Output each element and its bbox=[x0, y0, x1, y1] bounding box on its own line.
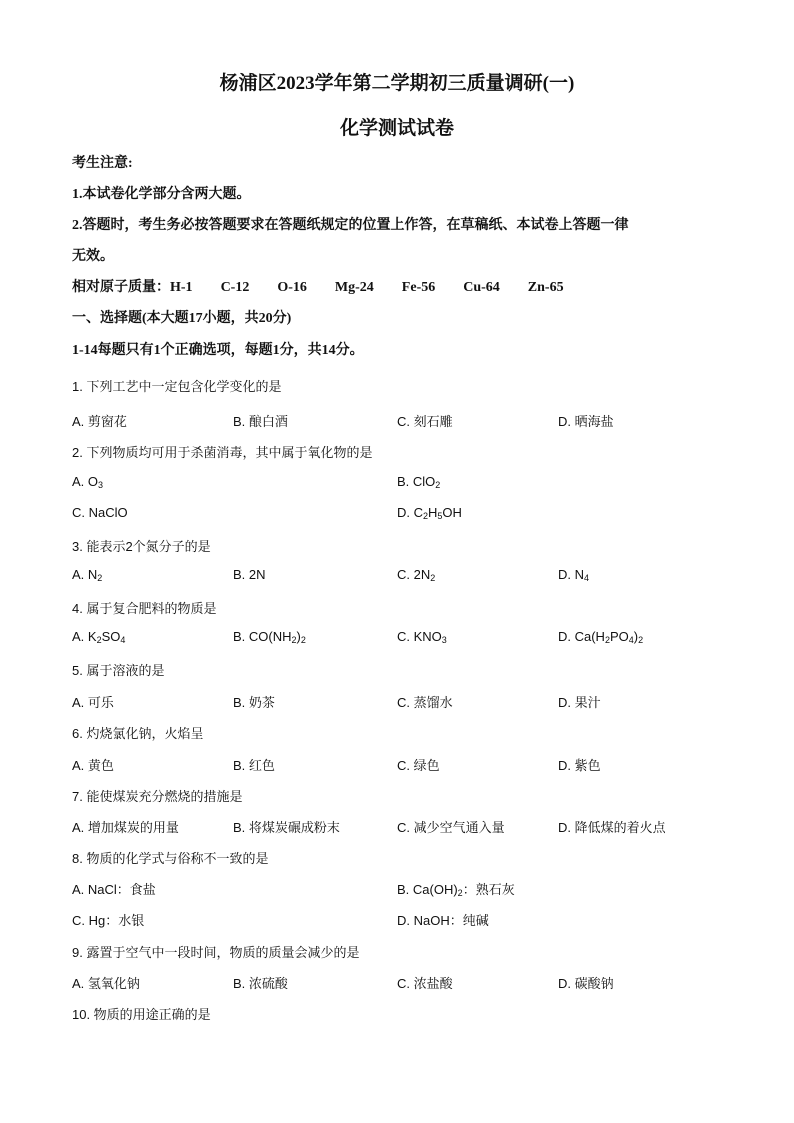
q5-option-a: A. 可乐 bbox=[72, 695, 114, 710]
question-2: 2. 下列物质均可用于杀菌消毒，其中属于氧化物的是 bbox=[72, 445, 373, 460]
section-1-instructions: 1-14每题只有1个正确选项，每题1分，共14分。 bbox=[72, 343, 364, 358]
q7-option-d: D. 降低煤的着火点 bbox=[558, 820, 666, 835]
q5-option-c: C. 蒸馏水 bbox=[397, 695, 453, 710]
q6-option-d: D. 紫色 bbox=[558, 758, 601, 773]
mass-cu: Cu-64 bbox=[463, 280, 500, 295]
q8-option-d: D. NaOH：纯碱 bbox=[397, 913, 489, 928]
q3-option-c: C. $2N_2$ bbox=[397, 567, 436, 583]
question-3: 3. 能表示2个氮分子的是 bbox=[72, 539, 211, 554]
notice-item-2-cont: 无效。 bbox=[72, 249, 114, 264]
q8-option-b: B. $Ca(OH)_2$：熟石灰 bbox=[397, 882, 515, 898]
mass-c: C-12 bbox=[220, 280, 250, 295]
q9-option-c: C. 浓盐酸 bbox=[397, 976, 453, 991]
q1-option-d: D. 晒海盐 bbox=[558, 414, 614, 429]
q8-option-c: C. Hg：水银 bbox=[72, 913, 145, 928]
q3-option-a: A. $N_2$ bbox=[72, 567, 103, 583]
question-10: 10. 物质的用途正确的是 bbox=[72, 1007, 211, 1022]
question-6: 6. 灼烧氯化钠，火焰呈 bbox=[72, 726, 204, 741]
q1-option-c: C. 刻石雕 bbox=[397, 414, 453, 429]
question-1: 1. 下列工艺中一定包含化学变化的是 bbox=[72, 379, 282, 394]
q4-option-b: B. $CO(NH_2)_2$ bbox=[233, 629, 306, 645]
q4-option-c: C. $KNO_3$ bbox=[397, 629, 447, 645]
q9-option-d: D. 碳酸钠 bbox=[558, 976, 614, 991]
q1-option-b: B. 酿白酒 bbox=[233, 414, 288, 429]
q8-option-a: A. NaCl：食盐 bbox=[72, 882, 156, 897]
q4-option-a: A. $K_2SO_4$ bbox=[72, 629, 126, 645]
q7-option-c: C. 减少空气通入量 bbox=[397, 820, 505, 835]
question-9: 9. 露置于空气中一段时间，物质的质量会减少的是 bbox=[72, 945, 360, 960]
q4-option-d: D. $Ca(H_2PO_4)_2$ bbox=[558, 629, 644, 645]
page-title: 杨浦区2023学年第二学期初三质量调研(一) bbox=[219, 73, 575, 94]
atomic-masses bbox=[72, 276, 592, 296]
section-1-heading: 一、选择题(本大题17小题，共20分) bbox=[72, 311, 292, 326]
q2-option-a: A. $O_3$ bbox=[72, 474, 104, 490]
mass-h: H-1 bbox=[170, 280, 193, 295]
q6-option-a: A. 黄色 bbox=[72, 758, 114, 773]
q5-option-d: D. 果汁 bbox=[558, 695, 601, 710]
q5-option-b: B. 奶茶 bbox=[233, 695, 275, 710]
notice-item-2: 2.答题时，考生务必按答题要求在答题纸规定的位置上作答，在草稿纸、本试卷上答题一律 bbox=[72, 218, 629, 233]
question-5: 5. 属于溶液的是 bbox=[72, 663, 165, 678]
q3-option-b: B. 2N bbox=[233, 567, 266, 582]
q2-option-c: C. NaClO bbox=[72, 505, 128, 520]
mass-mg: Mg-24 bbox=[334, 280, 374, 295]
question-4: 4. 属于复合肥料的物质是 bbox=[72, 601, 217, 616]
mass-fe: Fe-56 bbox=[401, 280, 436, 295]
page-subtitle: 化学测试试卷 bbox=[339, 118, 454, 139]
mass-o: O-16 bbox=[277, 280, 307, 295]
q3-option-d: D. $N_4$ bbox=[558, 567, 590, 583]
q7-option-a: A. 增加煤炭的用量 bbox=[72, 820, 179, 835]
q2-option-b: B. ClO$_2$ bbox=[397, 474, 441, 490]
q6-option-b: B. 红色 bbox=[233, 758, 275, 773]
q6-option-c: C. 绿色 bbox=[397, 758, 440, 773]
q9-option-b: B. 浓硫酸 bbox=[233, 976, 288, 991]
q2-option-d: D. $C_2H_5OH$ bbox=[397, 505, 462, 521]
q9-option-a: A. 氢氧化钠 bbox=[72, 976, 140, 991]
notice-heading: 考生注意: bbox=[72, 156, 133, 171]
notice-item-1: 1.本试卷化学部分含两大题。 bbox=[72, 187, 251, 202]
q1-option-a: A. 剪窗花 bbox=[72, 414, 127, 429]
atomic-masses-label: 相对原子质量： bbox=[72, 280, 170, 295]
question-7: 7. 能使煤炭充分燃烧的措施是 bbox=[72, 789, 243, 804]
question-8: 8. 物质的化学式与俗称不一致的是 bbox=[72, 851, 269, 866]
mass-zn: Zn-65 bbox=[527, 280, 564, 295]
q7-option-b: B. 将煤炭碾成粉末 bbox=[233, 820, 340, 835]
